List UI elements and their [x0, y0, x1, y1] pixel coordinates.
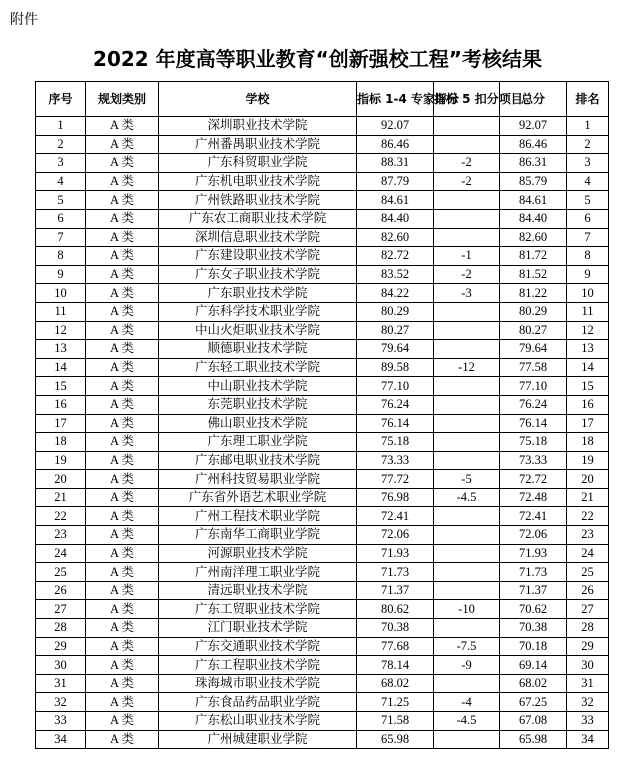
cell-expert-score: 84.22 — [357, 284, 434, 303]
cell-index: 11 — [36, 302, 86, 321]
cell-rank: 10 — [567, 284, 609, 303]
cell-rank: 8 — [567, 247, 609, 266]
attachment-label: 附件 — [10, 12, 38, 28]
cell-total: 77.10 — [500, 377, 567, 396]
cell-school: 河源职业技术学院 — [159, 544, 357, 563]
cell-index: 30 — [36, 656, 86, 675]
cell-school: 广东科贸职业学院 — [159, 154, 357, 173]
table-row — [36, 600, 609, 619]
cell-index: 32 — [36, 693, 86, 712]
cell-index: 7 — [36, 228, 86, 247]
table-row — [36, 674, 609, 693]
cell-rank: 13 — [567, 340, 609, 359]
cell-index: 20 — [36, 470, 86, 489]
cell-school: 广东南华工商职业学院 — [159, 526, 357, 545]
results-table — [35, 81, 609, 749]
cell-category: A 类 — [86, 507, 159, 526]
cell-school: 广东女子职业技术学院 — [159, 265, 357, 284]
cell-index: 23 — [36, 526, 86, 545]
cell-expert-score: 71.58 — [357, 712, 434, 731]
table-row — [36, 154, 609, 173]
cell-category: A 类 — [86, 154, 159, 173]
cell-category: A 类 — [86, 693, 159, 712]
cell-deduction — [434, 433, 500, 452]
cell-total: 75.18 — [500, 433, 567, 452]
cell-category: A 类 — [86, 191, 159, 210]
table-row — [36, 488, 609, 507]
cell-expert-score: 76.24 — [357, 395, 434, 414]
cell-expert-score: 82.60 — [357, 228, 434, 247]
header-school: 学校 — [159, 82, 357, 117]
cell-expert-score: 87.79 — [357, 172, 434, 191]
cell-category: A 类 — [86, 135, 159, 154]
cell-deduction — [434, 135, 500, 154]
cell-rank: 2 — [567, 135, 609, 154]
cell-deduction — [434, 377, 500, 396]
cell-category: A 类 — [86, 619, 159, 638]
header-expert-score: 指标 1-4 专家评分 — [357, 82, 434, 117]
cell-expert-score: 86.46 — [357, 135, 434, 154]
cell-expert-score: 77.72 — [357, 470, 434, 489]
cell-expert-score: 71.25 — [357, 693, 434, 712]
cell-expert-score: 76.14 — [357, 414, 434, 433]
cell-expert-score: 72.06 — [357, 526, 434, 545]
cell-school: 广东工贸职业技术学院 — [159, 600, 357, 619]
cell-rank: 24 — [567, 544, 609, 563]
cell-school: 清远职业技术学院 — [159, 581, 357, 600]
header-rank: 排名 — [567, 82, 609, 117]
cell-deduction — [434, 209, 500, 228]
table-row — [36, 321, 609, 340]
table-row — [36, 191, 609, 210]
cell-index: 9 — [36, 265, 86, 284]
cell-total: 81.52 — [500, 265, 567, 284]
cell-rank: 34 — [567, 730, 609, 749]
cell-index: 10 — [36, 284, 86, 303]
cell-category: A 类 — [86, 581, 159, 600]
cell-rank: 3 — [567, 154, 609, 173]
cell-expert-score: 73.33 — [357, 451, 434, 470]
cell-rank: 1 — [567, 117, 609, 136]
cell-rank: 33 — [567, 712, 609, 731]
cell-expert-score: 83.52 — [357, 265, 434, 284]
cell-deduction — [434, 674, 500, 693]
cell-school: 广州科技贸易职业学院 — [159, 470, 357, 489]
table-row — [36, 172, 609, 191]
cell-index: 24 — [36, 544, 86, 563]
cell-total: 73.33 — [500, 451, 567, 470]
cell-index: 5 — [36, 191, 86, 210]
cell-school: 珠海城市职业技术学院 — [159, 674, 357, 693]
cell-rank: 9 — [567, 265, 609, 284]
cell-total: 81.22 — [500, 284, 567, 303]
cell-category: A 类 — [86, 470, 159, 489]
cell-category: A 类 — [86, 340, 159, 359]
cell-expert-score: 71.37 — [357, 581, 434, 600]
cell-total: 68.02 — [500, 674, 567, 693]
cell-school: 广东农工商职业技术学院 — [159, 209, 357, 228]
cell-index: 13 — [36, 340, 86, 359]
table-row — [36, 433, 609, 452]
cell-rank: 19 — [567, 451, 609, 470]
table-row — [36, 526, 609, 545]
cell-index: 18 — [36, 433, 86, 452]
cell-expert-score: 77.10 — [357, 377, 434, 396]
table-row — [36, 395, 609, 414]
cell-deduction — [434, 507, 500, 526]
cell-rank: 12 — [567, 321, 609, 340]
cell-category: A 类 — [86, 600, 159, 619]
cell-index: 33 — [36, 712, 86, 731]
cell-total: 70.38 — [500, 619, 567, 638]
cell-expert-score: 80.29 — [357, 302, 434, 321]
cell-total: 70.62 — [500, 600, 567, 619]
cell-index: 19 — [36, 451, 86, 470]
header-total: 总分 — [500, 82, 567, 117]
cell-deduction — [434, 619, 500, 638]
cell-index: 8 — [36, 247, 86, 266]
cell-deduction: -7.5 — [434, 637, 500, 656]
cell-total: 76.14 — [500, 414, 567, 433]
cell-total: 80.27 — [500, 321, 567, 340]
cell-school: 佛山职业技术学院 — [159, 414, 357, 433]
cell-deduction — [434, 117, 500, 136]
table-row — [36, 730, 609, 749]
cell-index: 21 — [36, 488, 86, 507]
cell-deduction — [434, 581, 500, 600]
cell-total: 71.93 — [500, 544, 567, 563]
cell-school: 广东机电职业技术学院 — [159, 172, 357, 191]
cell-school: 广州番禺职业技术学院 — [159, 135, 357, 154]
cell-deduction — [434, 526, 500, 545]
cell-index: 2 — [36, 135, 86, 154]
table-row — [36, 712, 609, 731]
cell-category: A 类 — [86, 321, 159, 340]
cell-category: A 类 — [86, 414, 159, 433]
table-row — [36, 414, 609, 433]
cell-school: 广东食品药品职业学院 — [159, 693, 357, 712]
cell-category: A 类 — [86, 451, 159, 470]
table-row — [36, 302, 609, 321]
cell-category: A 类 — [86, 228, 159, 247]
table-row — [36, 284, 609, 303]
cell-index: 4 — [36, 172, 86, 191]
cell-deduction — [434, 340, 500, 359]
cell-index: 34 — [36, 730, 86, 749]
cell-school: 江门职业技术学院 — [159, 619, 357, 638]
cell-rank: 18 — [567, 433, 609, 452]
cell-category: A 类 — [86, 433, 159, 452]
cell-rank: 14 — [567, 358, 609, 377]
cell-deduction: -2 — [434, 154, 500, 173]
cell-category: A 类 — [86, 712, 159, 731]
cell-expert-score: 76.98 — [357, 488, 434, 507]
cell-deduction — [434, 451, 500, 470]
cell-rank: 26 — [567, 581, 609, 600]
cell-school: 中山职业技术学院 — [159, 377, 357, 396]
cell-expert-score: 89.58 — [357, 358, 434, 377]
cell-index: 28 — [36, 619, 86, 638]
cell-school: 广东理工职业学院 — [159, 433, 357, 452]
document-title: 2022 年度高等职业教育“创新强校工程”考核结果 — [93, 47, 542, 71]
cell-rank: 5 — [567, 191, 609, 210]
cell-expert-score: 84.40 — [357, 209, 434, 228]
cell-category: A 类 — [86, 247, 159, 266]
cell-deduction — [434, 730, 500, 749]
cell-total: 84.61 — [500, 191, 567, 210]
table-row — [36, 693, 609, 712]
cell-index: 22 — [36, 507, 86, 526]
table-row — [36, 581, 609, 600]
cell-deduction: -3 — [434, 284, 500, 303]
cell-deduction: -12 — [434, 358, 500, 377]
cell-total: 71.73 — [500, 563, 567, 582]
cell-category: A 类 — [86, 172, 159, 191]
cell-deduction — [434, 321, 500, 340]
cell-deduction — [434, 191, 500, 210]
cell-school: 广东松山职业技术学院 — [159, 712, 357, 731]
cell-total: 86.46 — [500, 135, 567, 154]
cell-expert-score: 68.02 — [357, 674, 434, 693]
cell-deduction — [434, 544, 500, 563]
cell-deduction — [434, 395, 500, 414]
cell-rank: 23 — [567, 526, 609, 545]
cell-expert-score: 88.31 — [357, 154, 434, 173]
cell-total: 65.98 — [500, 730, 567, 749]
cell-deduction: -4.5 — [434, 712, 500, 731]
cell-rank: 6 — [567, 209, 609, 228]
cell-school: 广东建设职业技术学院 — [159, 247, 357, 266]
cell-school: 广州工程技术职业学院 — [159, 507, 357, 526]
cell-deduction: -4 — [434, 693, 500, 712]
cell-category: A 类 — [86, 544, 159, 563]
cell-index: 26 — [36, 581, 86, 600]
cell-rank: 4 — [567, 172, 609, 191]
cell-deduction: -10 — [434, 600, 500, 619]
cell-total: 92.07 — [500, 117, 567, 136]
cell-index: 3 — [36, 154, 86, 173]
table-row — [36, 563, 609, 582]
cell-index: 17 — [36, 414, 86, 433]
table-row — [36, 247, 609, 266]
cell-total: 67.08 — [500, 712, 567, 731]
cell-expert-score: 72.41 — [357, 507, 434, 526]
cell-rank: 15 — [567, 377, 609, 396]
cell-index: 27 — [36, 600, 86, 619]
cell-deduction: -2 — [434, 265, 500, 284]
cell-total: 72.06 — [500, 526, 567, 545]
cell-school: 广州城建职业学院 — [159, 730, 357, 749]
cell-total: 77.58 — [500, 358, 567, 377]
cell-rank: 17 — [567, 414, 609, 433]
cell-category: A 类 — [86, 302, 159, 321]
cell-deduction — [434, 302, 500, 321]
cell-rank: 28 — [567, 619, 609, 638]
table-row — [36, 358, 609, 377]
cell-category: A 类 — [86, 563, 159, 582]
cell-rank: 29 — [567, 637, 609, 656]
cell-rank: 7 — [567, 228, 609, 247]
cell-expert-score: 84.61 — [357, 191, 434, 210]
cell-index: 31 — [36, 674, 86, 693]
cell-expert-score: 70.38 — [357, 619, 434, 638]
cell-category: A 类 — [86, 117, 159, 136]
cell-rank: 25 — [567, 563, 609, 582]
header-index: 序号 — [36, 82, 86, 117]
cell-school: 广东省外语艺术职业学院 — [159, 488, 357, 507]
cell-deduction: -9 — [434, 656, 500, 675]
cell-total: 79.64 — [500, 340, 567, 359]
header-deduction: 指标 5 扣分项目 — [434, 82, 500, 117]
table-row — [36, 470, 609, 489]
cell-category: A 类 — [86, 265, 159, 284]
cell-index: 14 — [36, 358, 86, 377]
cell-expert-score: 77.68 — [357, 637, 434, 656]
cell-category: A 类 — [86, 209, 159, 228]
cell-school: 深圳职业技术学院 — [159, 117, 357, 136]
cell-total: 85.79 — [500, 172, 567, 191]
table-row — [36, 377, 609, 396]
cell-total: 69.14 — [500, 656, 567, 675]
cell-deduction: -4.5 — [434, 488, 500, 507]
cell-rank: 16 — [567, 395, 609, 414]
cell-deduction — [434, 228, 500, 247]
cell-deduction: -1 — [434, 247, 500, 266]
cell-category: A 类 — [86, 674, 159, 693]
cell-school: 广州南洋理工职业学院 — [159, 563, 357, 582]
table-row — [36, 209, 609, 228]
cell-school: 中山火炬职业技术学院 — [159, 321, 357, 340]
cell-school: 广东工程职业技术学院 — [159, 656, 357, 675]
cell-school: 广东科学技术职业学院 — [159, 302, 357, 321]
cell-school: 顺德职业技术学院 — [159, 340, 357, 359]
cell-index: 16 — [36, 395, 86, 414]
cell-index: 25 — [36, 563, 86, 582]
cell-expert-score: 71.73 — [357, 563, 434, 582]
cell-category: A 类 — [86, 488, 159, 507]
cell-deduction — [434, 414, 500, 433]
cell-total: 81.72 — [500, 247, 567, 266]
cell-expert-score: 80.27 — [357, 321, 434, 340]
cell-expert-score: 79.64 — [357, 340, 434, 359]
table-row — [36, 544, 609, 563]
cell-school: 广州铁路职业技术学院 — [159, 191, 357, 210]
cell-total: 72.72 — [500, 470, 567, 489]
cell-category: A 类 — [86, 656, 159, 675]
cell-total: 72.48 — [500, 488, 567, 507]
header-category: 规划类别 — [86, 82, 159, 117]
cell-category: A 类 — [86, 637, 159, 656]
cell-category: A 类 — [86, 284, 159, 303]
cell-total: 76.24 — [500, 395, 567, 414]
cell-total: 86.31 — [500, 154, 567, 173]
cell-school: 东莞职业技术学院 — [159, 395, 357, 414]
cell-total: 80.29 — [500, 302, 567, 321]
cell-school: 广东交通职业技术学院 — [159, 637, 357, 656]
table-row — [36, 507, 609, 526]
cell-category: A 类 — [86, 730, 159, 749]
cell-index: 15 — [36, 377, 86, 396]
cell-total: 84.40 — [500, 209, 567, 228]
cell-rank: 31 — [567, 674, 609, 693]
cell-rank: 22 — [567, 507, 609, 526]
cell-total: 71.37 — [500, 581, 567, 600]
cell-category: A 类 — [86, 395, 159, 414]
cell-rank: 20 — [567, 470, 609, 489]
cell-index: 12 — [36, 321, 86, 340]
cell-total: 72.41 — [500, 507, 567, 526]
table-row — [36, 619, 609, 638]
cell-deduction: -2 — [434, 172, 500, 191]
cell-index: 6 — [36, 209, 86, 228]
table-row — [36, 228, 609, 247]
cell-school: 广东轻工职业技术学院 — [159, 358, 357, 377]
cell-total: 70.18 — [500, 637, 567, 656]
table-row — [36, 117, 609, 136]
table-row — [36, 451, 609, 470]
table-row — [36, 656, 609, 675]
cell-expert-score: 92.07 — [357, 117, 434, 136]
cell-index: 29 — [36, 637, 86, 656]
cell-expert-score: 75.18 — [357, 433, 434, 452]
table-row — [36, 265, 609, 284]
table-row — [36, 637, 609, 656]
cell-total: 67.25 — [500, 693, 567, 712]
cell-index: 1 — [36, 117, 86, 136]
cell-expert-score: 82.72 — [357, 247, 434, 266]
cell-school: 深圳信息职业技术学院 — [159, 228, 357, 247]
cell-expert-score: 71.93 — [357, 544, 434, 563]
table-row — [36, 340, 609, 359]
cell-expert-score: 65.98 — [357, 730, 434, 749]
cell-expert-score: 80.62 — [357, 600, 434, 619]
cell-total: 82.60 — [500, 228, 567, 247]
cell-school: 广东职业技术学院 — [159, 284, 357, 303]
cell-category: A 类 — [86, 377, 159, 396]
cell-rank: 30 — [567, 656, 609, 675]
cell-deduction — [434, 563, 500, 582]
cell-rank: 21 — [567, 488, 609, 507]
cell-rank: 11 — [567, 302, 609, 321]
cell-expert-score: 78.14 — [357, 656, 434, 675]
cell-rank: 32 — [567, 693, 609, 712]
cell-category: A 类 — [86, 526, 159, 545]
table-row — [36, 135, 609, 154]
table-header-row — [36, 82, 609, 117]
cell-school: 广东邮电职业技术学院 — [159, 451, 357, 470]
cell-category: A 类 — [86, 358, 159, 377]
cell-rank: 27 — [567, 600, 609, 619]
cell-deduction: -5 — [434, 470, 500, 489]
